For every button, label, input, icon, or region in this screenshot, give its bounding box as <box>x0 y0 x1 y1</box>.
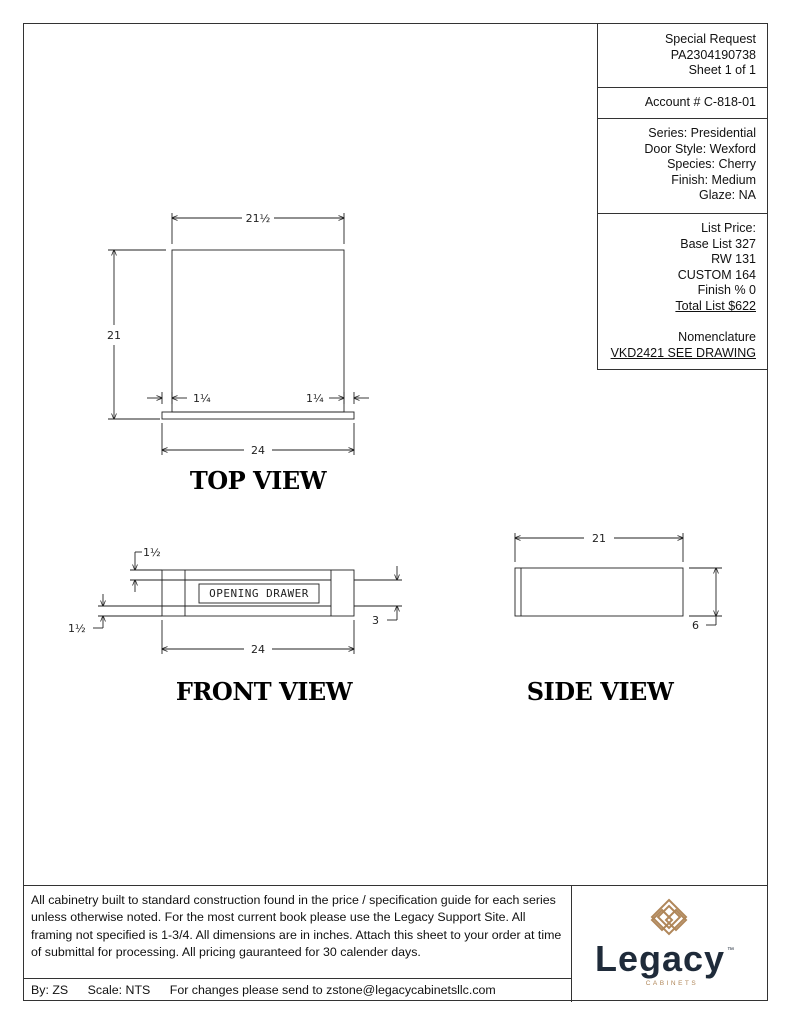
front-top-rail-dim: 1½ <box>143 546 161 559</box>
price-total: Total List $622 <box>675 298 756 313</box>
scale: Scale: NTS <box>87 983 151 997</box>
contact-text: For changes please send to zstone@legacycabinetsllc.com <box>169 983 496 997</box>
logo-subtitle: CABINETS <box>645 980 699 987</box>
price-line: Base List 327 <box>680 236 756 251</box>
nomenclature-value: VKD2421 SEE DRAWING <box>610 345 756 360</box>
price-line: CUSTOM 164 <box>677 267 756 282</box>
spec-door-style: Door Style: Wexford <box>644 141 756 156</box>
legacy-logo <box>572 886 768 1002</box>
top-right-offset-dim: 1¼ <box>306 392 324 405</box>
request-number: PA2304190738 <box>670 47 756 62</box>
front-bottom-rail-dim: 1½ <box>68 622 86 635</box>
top-left-offset-dim: 1¼ <box>193 392 211 405</box>
spec-series: Series: Presidential <box>648 126 756 140</box>
price-line: Finish % 0 <box>697 283 756 298</box>
front-view-drawing <box>93 552 402 654</box>
front-view-title: FRONT VIEW <box>175 677 353 706</box>
side-view-title: SIDE VIEW <box>526 677 674 706</box>
drawer-label: OPENING DRAWER <box>209 587 309 600</box>
front-width-dim: 24 <box>251 643 265 656</box>
logo-trademark: ™ <box>727 947 734 954</box>
top-view-title: TOP VIEW <box>189 466 327 495</box>
sheet-number: Sheet 1 of 1 <box>688 63 756 78</box>
footer <box>23 885 768 1001</box>
side-depth-dim: 21 <box>592 532 606 545</box>
top-view-drawing <box>108 213 369 455</box>
top-overall-dim: 24 <box>251 444 265 457</box>
spec-glaze: Glaze: NA <box>699 188 756 203</box>
front-height-dim: 3 <box>372 614 379 627</box>
footer-note: All cabinetry built to standard construction found in the price / specification guide for each series unless otherwise noted. For the most current book please use the Legacy Support Site. All framing not specified is 1-3/4. All dimensions are in inches. Attach this sheet to your order at time of submittal for processing. All pricing gauranteed for 30 calender days. <box>31 893 562 960</box>
top-width-dim: 21½ <box>245 212 271 225</box>
logo-diamond-icon <box>652 900 686 934</box>
price-heading: List Price: <box>701 221 756 235</box>
spec-species: Species: Cherry <box>667 157 756 172</box>
logo-wordmark: Legacy <box>594 938 726 979</box>
drawn-by: By: ZS <box>31 983 69 997</box>
side-view-drawing <box>515 533 722 625</box>
request-type: Special Request <box>664 32 756 46</box>
price-line: RW 131 <box>711 252 756 267</box>
top-depth-dim: 21 <box>107 329 121 342</box>
footer-meta <box>31 982 512 998</box>
side-height-dim: 6 <box>692 619 699 632</box>
divider <box>23 978 571 979</box>
account-number: Account # C-818-01 <box>644 95 756 109</box>
spec-finish: Finish: Medium <box>671 172 756 187</box>
logo-graphic <box>572 886 768 1002</box>
nomenclature-heading: Nomenclature <box>678 330 756 345</box>
